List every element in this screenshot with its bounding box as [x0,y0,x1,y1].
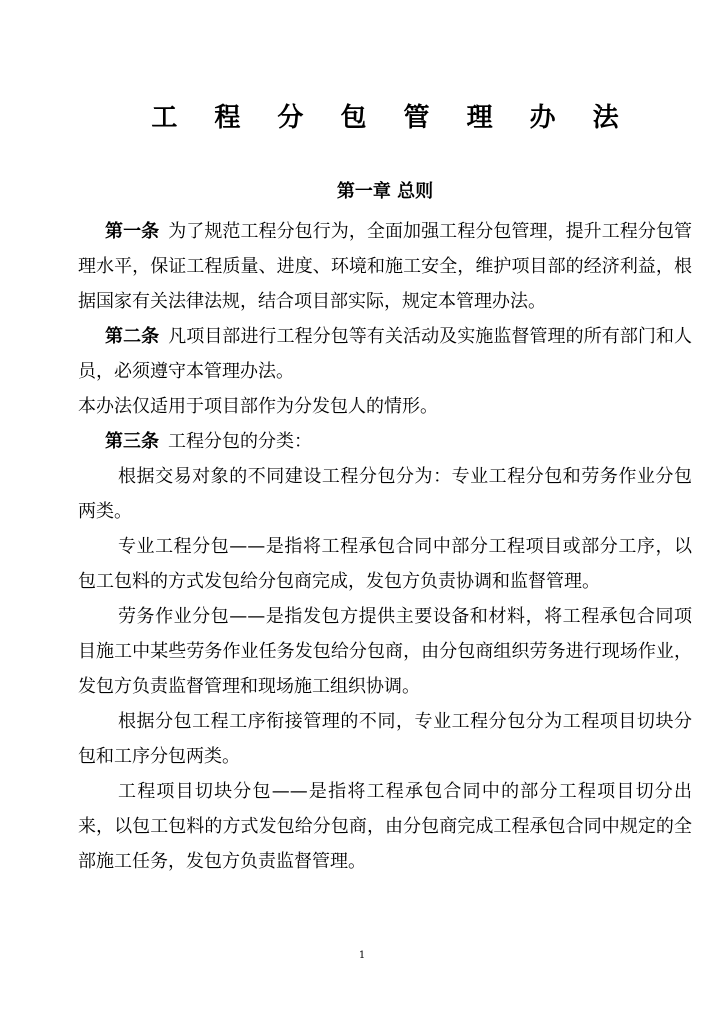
article-label: 第二条 [105,326,160,347]
body-paragraph: 专业工程分包——是指将工程承包合同中部分工程项目或部分工序，以包工包料的方式发包给分包商完成，发包方负责协调和监督管理。 [78,536,692,592]
article-3 [78,424,692,459]
document-page [78,0,692,1024]
article-label: 第一条 [105,221,160,242]
article-text: 凡项目部进行工程分包等有关活动及实施监督管理的所有部门和人员，必须遵守本管理办法。 [78,326,693,382]
page-number: 1 [358,950,366,961]
body-paragraph: 根据分包工程工序衔接管理的不同，专业工程分包分为工程项目切块分包和工序分包两类。 [78,711,692,767]
document-title: 工 程 分 包 管 理 办 法 [151,103,633,133]
body-paragraph: 工程项目切块分包——是指将工程承包合同中的部分工程项目切分出来，以包工包料的方式发包给分包商，由分包商完成工程承包合同中规定的全部施工任务，发包方负责监督管理。 [78,781,692,872]
scope-note: 本办法仅适用于项目部作为分发包人的情形。 [78,396,438,417]
article-text: 为了规范工程分包行为，全面加强工程分包管理，提升工程分包管理水平，保证工程质量、进度、环境和施工安全，维护项目部的经济利益，根据国家有关法律法规，结合项目部实际，规定本管理办法。 [78,221,693,312]
body-paragraph: 根据交易对象的不同建设工程分包分为：专业工程分包和劳务作业分包两类。 [78,466,692,522]
article-label: 第三条 [105,431,159,452]
article-1 [78,214,692,319]
chapter-heading: 第一章 总则 [336,181,434,202]
article-text: 工程分包的分类： [168,431,312,452]
body-paragraph: 劳务作业分包——是指发包方提供主要设备和材料，将工程承包合同项目施工中某些劳务作业任务发包给分包商，由分包商组织劳务进行现场作业，发包方负责监督管理和现场施工组织协调。 [78,606,692,697]
document-body [78,214,692,879]
article-2 [78,319,692,389]
